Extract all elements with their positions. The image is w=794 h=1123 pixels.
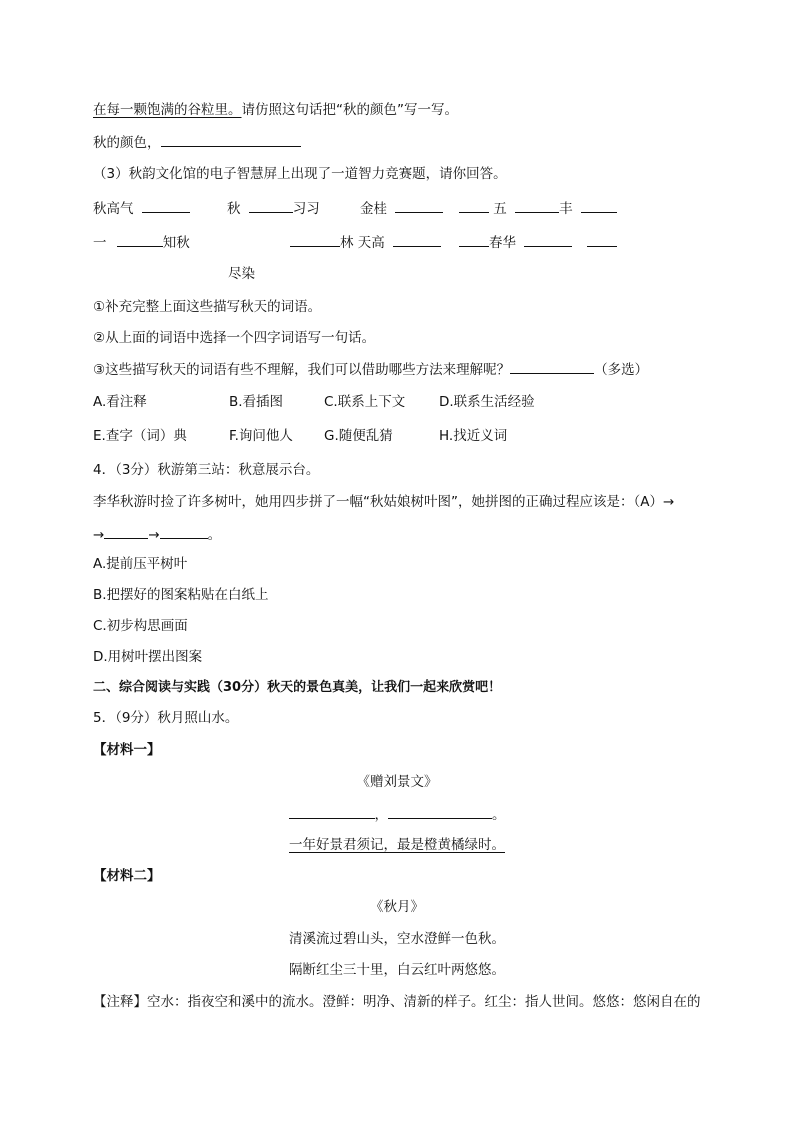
- question-4-title: 4．（3分）秋游第三站：秋意展示台。: [93, 462, 320, 478]
- period: 。: [207, 527, 222, 543]
- word-blank[interactable]: [393, 232, 441, 247]
- poem-1-title: 《赠刘景文》: [356, 774, 438, 790]
- answer-blank[interactable]: [160, 524, 208, 539]
- word-blank[interactable]: [587, 232, 617, 247]
- sub-question-1: ①补充完整上面这些描写秋天的词语。: [93, 299, 322, 315]
- word-item: [360, 198, 443, 219]
- section-2-heading: 二、综合阅读与实践（30分）秋天的景色真美，让我们一起来欣赏吧！: [93, 680, 502, 695]
- word-blank[interactable]: [459, 232, 489, 247]
- word-blank[interactable]: [459, 198, 489, 213]
- question-4-answer-line: [93, 524, 221, 545]
- question-5-title: 5．（9分）秋月照山水。: [93, 710, 239, 726]
- annotation-note: 【注释】空水：指夜空和溪中的流水。澄鲜：明净、清新的样子。红尘：指人世间。悠悠：悠闲自在的: [93, 994, 701, 1010]
- word-item: [459, 198, 617, 219]
- material-2-label: 【材料二】: [93, 868, 161, 884]
- option-f: F.询问他人: [229, 428, 293, 444]
- question-3: （3）秋韵文化馆的电子智慧屏上出现了一道智力竞赛题，请你回答。: [93, 166, 507, 182]
- period: 。: [492, 807, 506, 823]
- word-blank[interactable]: [249, 198, 293, 213]
- word-blank[interactable]: [395, 198, 443, 213]
- word-blank[interactable]: [117, 232, 163, 247]
- instruction-text: 请仿照这句话把“秋的颜色”写一写。: [241, 102, 458, 118]
- material-1-label: 【材料一】: [93, 742, 161, 758]
- word-text: 尽染: [228, 266, 255, 282]
- word-blank[interactable]: [142, 198, 190, 213]
- poem-2-line-1: 清溪流过碧山头，空水澄鲜一色秋。: [289, 931, 505, 947]
- word-blank[interactable]: [524, 232, 572, 247]
- answer-blank[interactable]: [161, 132, 301, 147]
- sub-question-3-text: ③这些描写秋天的词语有些不理解，我们可以借助哪些方法来理解呢？: [93, 362, 511, 378]
- answer-blank[interactable]: [289, 804, 375, 819]
- poem-1-blank-line: [0, 804, 794, 825]
- option-b: B.看插图: [229, 394, 284, 410]
- option-d: D.联系生活经验: [439, 394, 535, 410]
- autumn-color-label: 秋的颜色，: [93, 135, 161, 151]
- poem-2-title: 《秋月》: [370, 899, 424, 915]
- q4-option-d: D.用树叶摆出图案: [93, 649, 203, 665]
- word-text: 秋高气: [93, 201, 134, 217]
- word-text: 五: [493, 201, 507, 217]
- q4-option-b: B.把摆好的图案粘贴在白纸上: [93, 587, 269, 603]
- word-text: 丰: [559, 201, 573, 217]
- word-text: 习习: [292, 201, 320, 217]
- answer-blank[interactable]: [510, 359, 594, 374]
- multi-select-note: （多选）: [594, 362, 649, 378]
- word-text: 知秋: [162, 235, 190, 251]
- word-blank[interactable]: [581, 198, 617, 213]
- word-text: 金桂: [360, 201, 387, 217]
- word-blank[interactable]: [290, 232, 340, 247]
- word-text: 春华: [489, 235, 516, 251]
- poem-line: 一年好景君须记，最是橙黄橘绿时。: [289, 837, 505, 853]
- imitation-instruction: [93, 100, 458, 120]
- option-a: A.看注释: [93, 394, 147, 410]
- arrow: →: [93, 527, 105, 543]
- sub-question-2: ②从上面的词语中选择一个四字词语写一句话。: [93, 330, 376, 346]
- option-g: G.随便乱猜: [324, 428, 393, 444]
- word-item: [227, 198, 320, 219]
- autumn-color-line: [93, 132, 301, 153]
- answer-blank[interactable]: [104, 524, 148, 539]
- option-c: C.联系上下文: [324, 394, 406, 410]
- word-item: [290, 232, 441, 253]
- answer-blank[interactable]: [388, 804, 492, 819]
- q4-option-c: C.初步构思画面: [93, 618, 188, 634]
- option-h: H.找近义词: [439, 428, 508, 444]
- word-blank[interactable]: [515, 198, 559, 213]
- word-item: [93, 232, 190, 253]
- question-4-body: 李华秋游时捡了许多树叶，她用四步拼了一幅“秋姑娘树叶图”，她拼图的正确过程应该是：（A）→: [93, 494, 675, 510]
- poem-1-line-2: [0, 835, 794, 855]
- word-item: [93, 198, 190, 219]
- comma: ，: [374, 807, 388, 823]
- word-text: 林 天高: [340, 235, 385, 251]
- q4-option-a: A.提前压平树叶: [93, 556, 188, 572]
- poem-2-line-2: 隔断红尘三十里，白云红叶两悠悠。: [289, 962, 505, 978]
- word-item: [459, 232, 617, 253]
- word-text: 秋: [227, 201, 241, 217]
- underlined-phrase: 在每一颗饱满的谷粒里。: [93, 102, 242, 118]
- arrow: →: [148, 527, 160, 543]
- word-text: 一: [93, 235, 107, 251]
- option-e: E.查字（词）典: [93, 428, 187, 444]
- sub-question-3: [93, 359, 648, 380]
